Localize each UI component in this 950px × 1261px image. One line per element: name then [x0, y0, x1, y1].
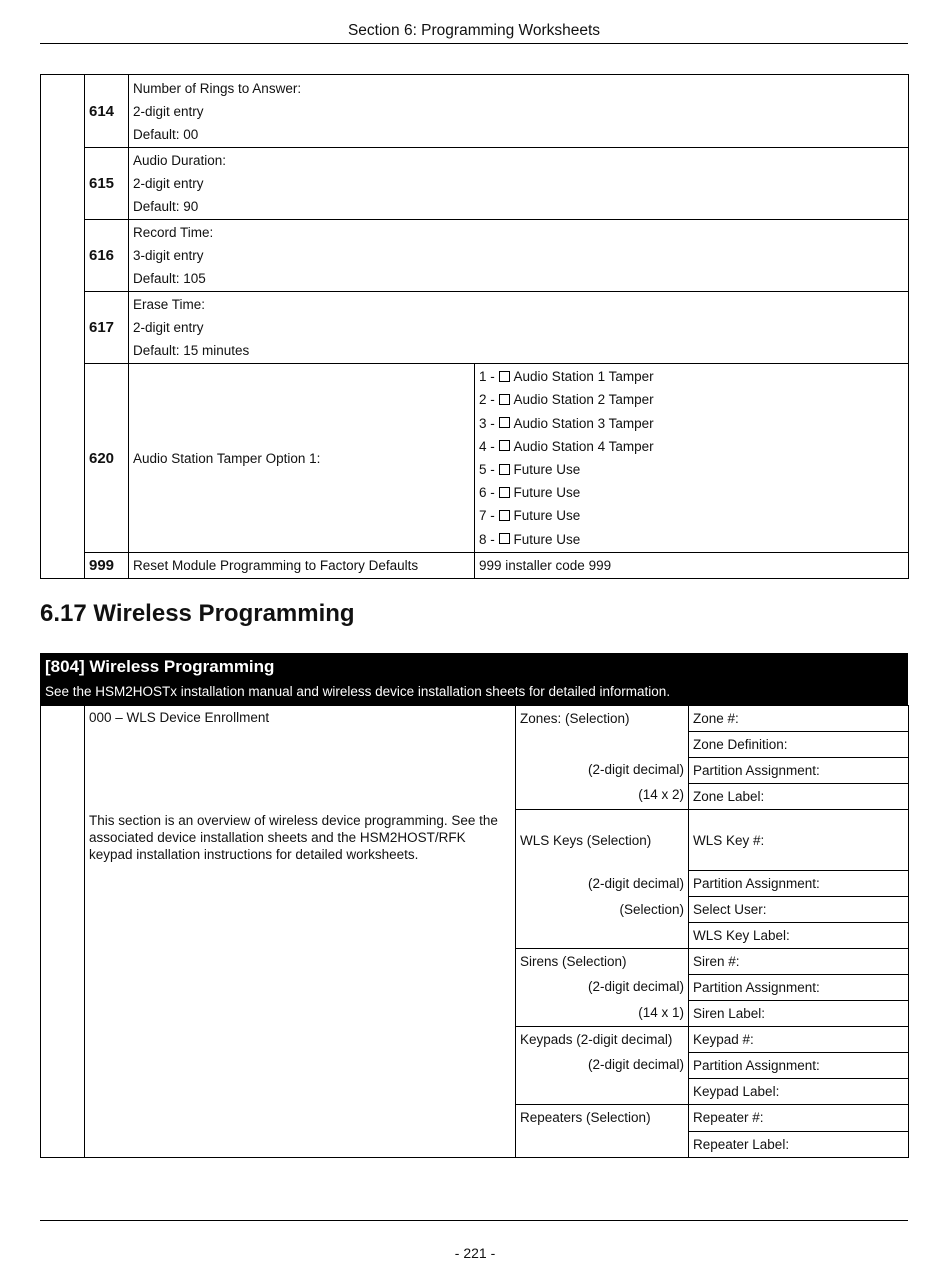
field-wls-key-label[interactable]: WLS Key Label: — [689, 923, 909, 949]
field-wls-key-number[interactable]: WLS Key #: — [689, 810, 909, 871]
checkbox-icon[interactable] — [499, 394, 510, 405]
option-item[interactable]: 2 - Audio Station 2 Tamper — [479, 392, 654, 408]
option-item[interactable]: 3 - Audio Station 3 Tamper — [479, 415, 654, 431]
device-category-zones: Zones: (Selection) (2-digit decimal) (14 x 2) — [516, 706, 689, 810]
checkbox-icon[interactable] — [499, 417, 510, 428]
section-title: 6.17 Wireless Programming — [40, 600, 355, 627]
field-zone-definition[interactable]: Zone Definition: — [689, 732, 909, 758]
field-partition-assignment[interactable]: Partition Assignment: — [689, 758, 909, 784]
section-description: Number of Rings to Answer: 2-digit entry Default: 00 — [129, 75, 909, 148]
checkbox-icon[interactable] — [499, 487, 510, 498]
checkbox-icon[interactable] — [499, 510, 510, 521]
option-label: Audio Station Tamper Option 1: — [129, 364, 475, 553]
section-number: 614 — [85, 75, 129, 148]
section-number: 615 — [85, 148, 129, 220]
section-number: 620 — [85, 364, 129, 553]
field-siren-number[interactable]: Siren #: — [689, 949, 909, 975]
field-repeater-number[interactable]: Repeater #: — [689, 1105, 909, 1132]
device-category-repeaters: Repeaters (Selection) — [516, 1105, 689, 1158]
margin-column — [41, 75, 85, 579]
field-zone-number[interactable]: Zone #: — [689, 706, 909, 732]
option-item[interactable]: 4 - Audio Station 4 Tamper — [479, 438, 654, 454]
checkbox-icon[interactable] — [499, 440, 510, 451]
enrollment-title: 000 – WLS Device Enrollment — [89, 710, 270, 725]
wireless-subheading: See the HSM2HOSTx installation manual and wireless device installation sheets for detailed information. — [45, 684, 671, 699]
field-partition-assignment[interactable]: Partition Assignment: — [689, 871, 909, 897]
page-header: Section 6: Programming Worksheets — [40, 22, 908, 44]
reset-value: 999 installer code 999 — [475, 553, 909, 579]
field-select-user[interactable]: Select User: — [689, 897, 909, 923]
wireless-header-bar — [40, 653, 908, 705]
checkbox-icon[interactable] — [499, 464, 510, 475]
field-zone-label[interactable]: Zone Label: — [689, 784, 909, 810]
field-partition-assignment[interactable]: Partition Assignment: — [689, 975, 909, 1001]
section-description: Record Time: 3-digit entry Default: 105 — [129, 220, 909, 292]
checkbox-icon[interactable] — [499, 533, 510, 544]
option-item[interactable]: 5 - Future Use — [479, 462, 581, 477]
overview-text: This section is an overview of wireless device programming. See the associated device installation sheets and the HSM2HOST/RFK keypad installation instructions for detailed worksheets. — [89, 813, 498, 862]
option-item[interactable]: 8 - Future Use — [479, 531, 581, 547]
wireless-heading: [804] Wireless Programming — [45, 657, 275, 676]
section-description: Audio Duration: 2-digit entry Default: 90 — [129, 148, 909, 220]
reset-label: Reset Module Programming to Factory Defaults — [129, 553, 475, 579]
device-category-keypads: Keypads (2-digit decimal) (2-digit decimal) — [516, 1027, 689, 1105]
footer-divider — [40, 1220, 908, 1221]
section-number: 999 — [85, 553, 129, 579]
enrollment-description — [85, 706, 516, 1158]
option-list — [475, 364, 909, 553]
field-keypad-label[interactable]: Keypad Label: — [689, 1079, 909, 1105]
device-category-wls-keys: WLS Keys (Selection) (2-digit decimal) (Selection) — [516, 810, 689, 949]
programming-table — [40, 74, 909, 579]
section-description: Erase Time: 2-digit entry Default: 15 minutes — [129, 292, 909, 364]
option-item[interactable]: 1 - Audio Station 1 Tamper — [479, 369, 654, 385]
section-number: 616 — [85, 220, 129, 292]
checkbox-icon[interactable] — [499, 371, 510, 382]
option-item[interactable]: 7 - Future Use — [479, 508, 581, 524]
field-partition-assignment[interactable]: Partition Assignment: — [689, 1053, 909, 1079]
option-item[interactable]: 6 - Future Use — [479, 485, 581, 501]
field-repeater-label[interactable]: Repeater Label: — [689, 1131, 909, 1158]
wireless-table — [40, 705, 909, 1158]
field-keypad-number[interactable]: Keypad #: — [689, 1027, 909, 1053]
field-siren-label[interactable]: Siren Label: — [689, 1001, 909, 1027]
section-number: 617 — [85, 292, 129, 364]
page-number: - 221 - — [454, 1245, 496, 1261]
margin-column — [41, 706, 85, 1158]
device-category-sirens: Sirens (Selection) (2-digit decimal) (14 x 1) — [516, 949, 689, 1027]
